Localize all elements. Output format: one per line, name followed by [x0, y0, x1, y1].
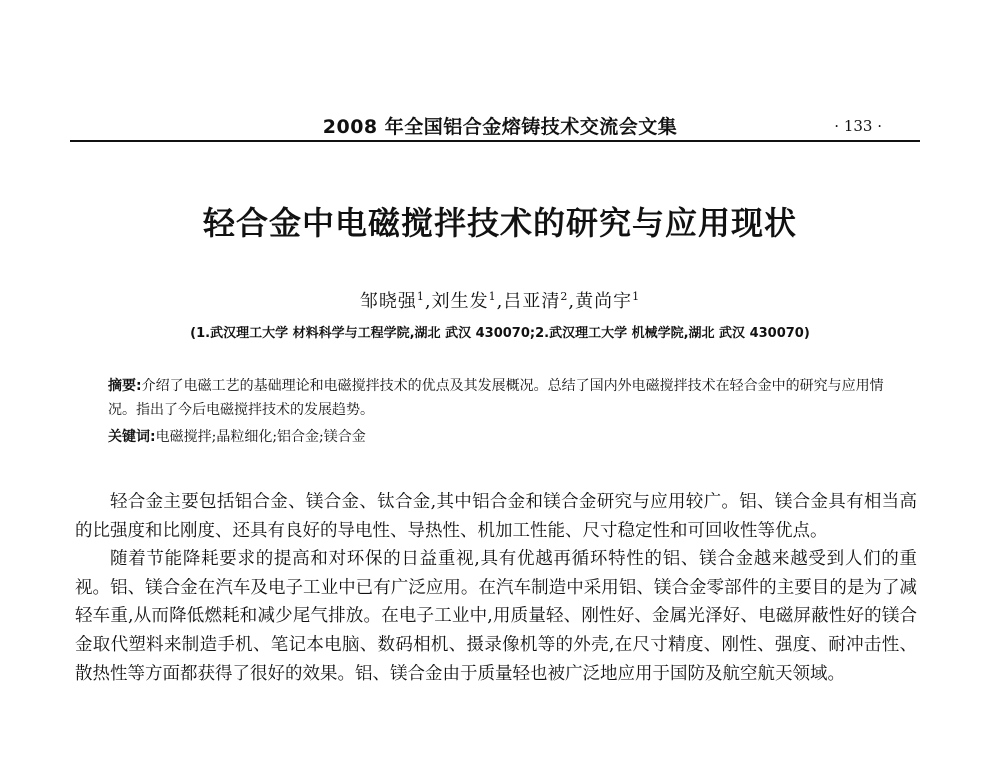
author-name: 邹晓强: [359, 291, 417, 312]
header-rule: [70, 140, 920, 142]
keywords: [108, 425, 888, 449]
author-name: 刘生发: [431, 291, 489, 312]
author-name: 吕亚清: [503, 291, 561, 312]
author-name: 黄尚宇: [575, 291, 633, 312]
author-affiliation-mark: 1: [632, 290, 641, 303]
body-paragraph: 轻合金主要包括铝合金、镁合金、钛合金,其中铝合金和镁合金研究与应用较广。铝、镁合金具有相当高的比强度和比刚度、还具有良好的导电性、导热性、机加工性能、尺寸稳定性和可回收性等优点。: [75, 492, 917, 541]
keywords-text: 电磁搅拌;晶粒细化;铝合金;镁合金: [155, 429, 366, 445]
page-number: · 133 ·: [834, 117, 882, 135]
keywords-label: 关键词:: [108, 429, 156, 445]
author-list: 邹晓强$^1$,刘生发$^1$,吕亚清$^2$,黄尚宇$^1$: [359, 290, 641, 312]
author-affiliation-mark: 1: [488, 290, 497, 303]
journal-header: 2008 年全国铝合金熔铸技术交流会文集: [322, 116, 678, 138]
abstract-label: 摘要:: [108, 378, 142, 394]
abstract-text: 介绍了电磁工艺的基础理论和电磁搅拌技术的优点及其发展概况。总结了国内外电磁搅拌技术在轻合金中的研究与应用情况。指出了今后电磁搅拌技术的发展趋势。: [108, 378, 884, 418]
affiliations: (1.武汉理工大学 材料科学与工程学院,湖北 武汉 430070;2.武汉理工大学 机械学院,湖北 武汉 430070): [190, 326, 810, 341]
abstract: [108, 374, 888, 422]
article-title: 轻合金中电磁搅拌技术的研究与应用现状: [202, 204, 797, 242]
author-affiliation-mark: 2: [560, 290, 569, 303]
body-paragraph: 随着节能降耗要求的提高和对环保的日益重视,具有优越再循环特性的铝、镁合金越来越受到人们的重视。铝、镁合金在汽车及电子工业中已有广泛应用。在汽车制造中采用铝、镁合金零部件的主要目的是为了减轻车重,从而降低燃耗和减少尾气排放。在电子工业中,用质量轻、刚性好、金属光泽好、电磁屏蔽性好的镁合金取代塑料来制造手机、笔记本电脑、数码相机、摄录像机等的外壳,在尺寸精度、刚性、强度、耐冲击性、散热性等方面都获得了很好的效果。铝、镁合金由于质量轻也被广泛地应用于国防及航空航天领域。: [75, 549, 917, 684]
body-text: [75, 488, 917, 688]
author-affiliation-mark: 1: [416, 290, 425, 303]
